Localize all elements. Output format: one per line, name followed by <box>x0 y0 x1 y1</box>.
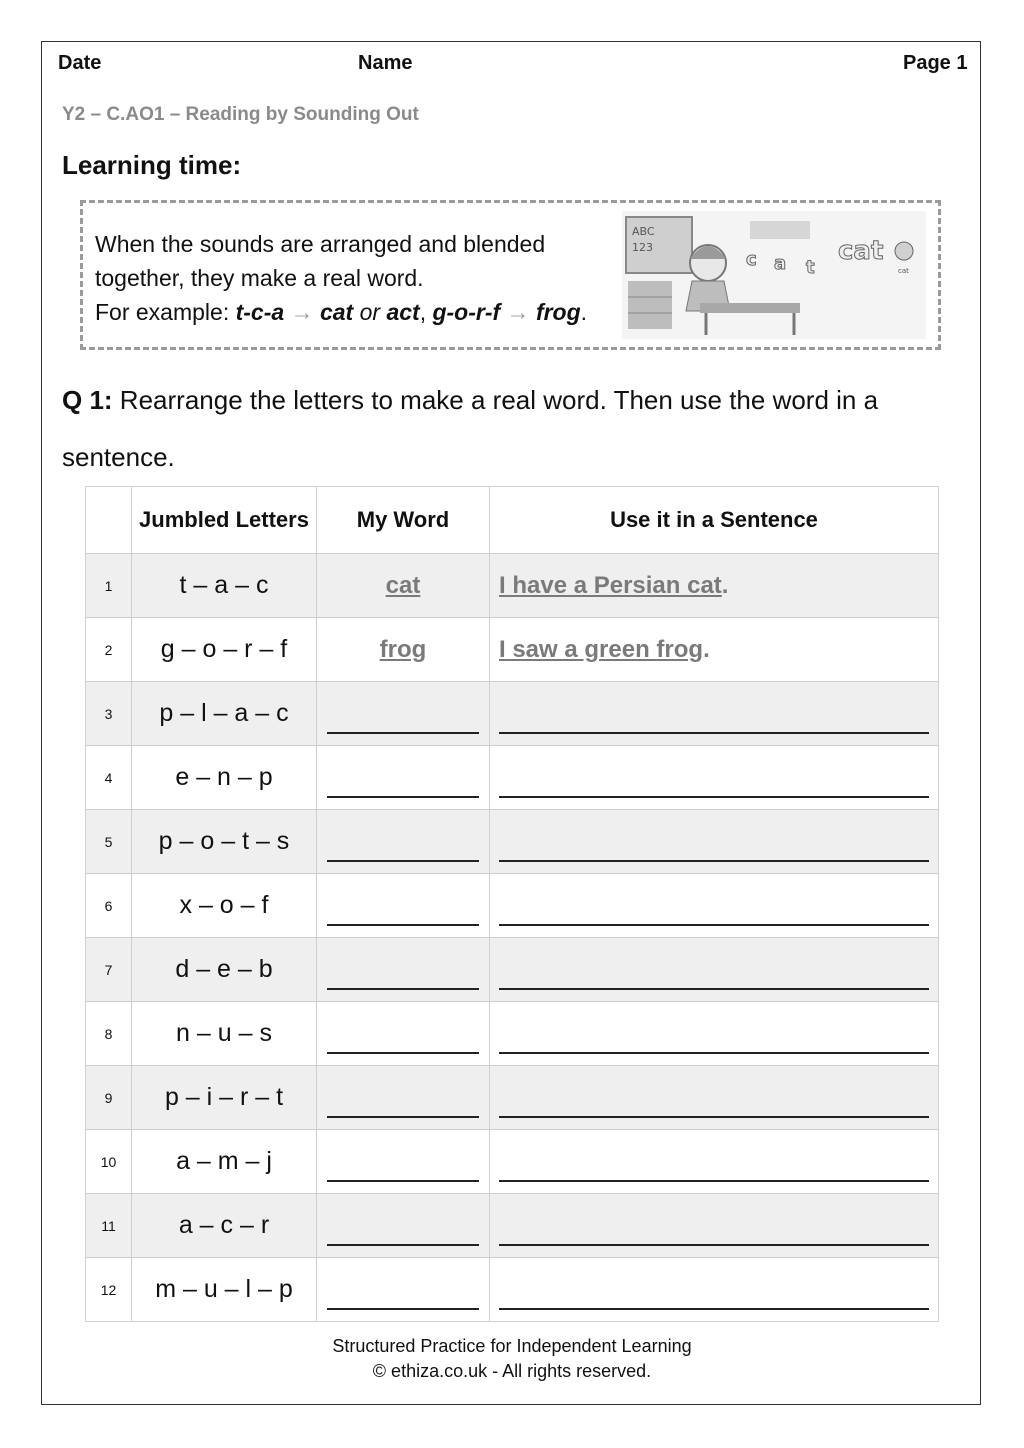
sentence-blank-line[interactable] <box>499 1206 929 1246</box>
table-row <box>86 746 939 810</box>
header-sentence: Use it in a Sentence <box>490 487 939 554</box>
word-blank-line[interactable] <box>327 1078 479 1118</box>
my-word-cell[interactable] <box>317 1258 490 1322</box>
sentence-blank-line[interactable] <box>499 822 929 862</box>
sentence-cell <box>490 554 939 618</box>
jumbled-letters: p – i – r – t <box>132 1066 317 1130</box>
worksheet-subtitle: Y2 – C.AO1 – Reading by Sounding Out <box>62 104 419 125</box>
word-blank-line[interactable] <box>327 886 479 926</box>
sentence-blank-line[interactable] <box>499 886 929 926</box>
word-blank-line[interactable] <box>327 1142 479 1182</box>
arrow-icon: → <box>290 299 314 325</box>
jumbled-letters: x – o – f <box>132 874 317 938</box>
letter-c: c <box>746 249 757 270</box>
table-row <box>86 1130 939 1194</box>
learning-example <box>95 295 635 329</box>
letter-t: t <box>806 257 815 278</box>
row-number: 11 <box>86 1194 132 1258</box>
jumbled-letters: a – m – j <box>132 1130 317 1194</box>
row-number: 8 <box>86 1002 132 1066</box>
my-word-cell[interactable] <box>317 810 490 874</box>
row-number: 2 <box>86 618 132 682</box>
learning-box <box>80 200 941 350</box>
example-1-word-2: act <box>386 299 420 325</box>
row-number: 5 <box>86 810 132 874</box>
sentence-cell[interactable] <box>490 746 939 810</box>
child-reading-illustration <box>622 211 926 339</box>
illustration-svg <box>622 211 926 339</box>
my-word-cell[interactable] <box>317 746 490 810</box>
desk-icon <box>700 303 800 313</box>
cat-caption: cat <box>898 267 909 275</box>
board-text-2: 123 <box>632 241 653 254</box>
my-word-cell <box>317 618 490 682</box>
answer-sentence: I have a Persian cat <box>499 572 722 599</box>
row-number: 7 <box>86 938 132 1002</box>
my-word-cell[interactable] <box>317 1130 490 1194</box>
sentence-period: . <box>721 572 729 599</box>
table-row <box>86 618 939 682</box>
name-label: Name <box>358 52 413 74</box>
jumbled-letters: n – u – s <box>132 1002 317 1066</box>
sentence-blank-line[interactable] <box>499 758 929 798</box>
learning-box-text <box>95 227 635 329</box>
example-prefix: For example: <box>95 299 236 325</box>
footer-copyright: © ethiza.co.uk - All rights reserved. <box>372 1361 652 1381</box>
wall-shelf-icon <box>750 221 810 239</box>
my-word-cell[interactable] <box>317 874 490 938</box>
sentence-cell[interactable] <box>490 938 939 1002</box>
answer-word: frog <box>379 636 427 663</box>
my-word-cell[interactable] <box>317 1002 490 1066</box>
header-my-word: My Word <box>317 487 490 554</box>
my-word-cell[interactable] <box>317 938 490 1002</box>
jumbled-letters: p – l – a – c <box>132 682 317 746</box>
table-row <box>86 874 939 938</box>
arrow-icon: → <box>506 299 530 325</box>
example-1-letters: t-c-a <box>235 299 285 325</box>
child-hair-icon <box>690 246 726 259</box>
sentence-cell[interactable] <box>490 1194 939 1258</box>
word-blank-line[interactable] <box>327 950 479 990</box>
word-blank-line[interactable] <box>327 758 479 798</box>
question-label: Q 1: <box>62 385 113 415</box>
jumbled-letters: p – o – t – s <box>132 810 317 874</box>
sentence-cell[interactable] <box>490 1130 939 1194</box>
table-row <box>86 1066 939 1130</box>
jumbled-letters: g – o – r – f <box>132 618 317 682</box>
sentence-period: . <box>703 636 710 663</box>
table-row <box>86 810 939 874</box>
sentence-blank-line[interactable] <box>499 1078 929 1118</box>
sentence-blank-line[interactable] <box>499 694 929 734</box>
example-2-word: frog <box>535 299 581 325</box>
question-1 <box>62 372 962 486</box>
sentence-cell <box>490 618 939 682</box>
board-text-1: ABC <box>632 225 655 238</box>
row-number: 1 <box>86 554 132 618</box>
word-blank-line[interactable] <box>327 1206 479 1246</box>
table-row <box>86 938 939 1002</box>
sentence-cell[interactable] <box>490 1066 939 1130</box>
row-number: 10 <box>86 1130 132 1194</box>
word-blank-line[interactable] <box>327 694 479 734</box>
table-row <box>86 682 939 746</box>
jumbled-letters: a – c – r <box>132 1194 317 1258</box>
jumbled-letters: m – u – l – p <box>132 1258 317 1322</box>
bookshelf-icon <box>628 281 672 329</box>
jumbled-letters: e – n – p <box>132 746 317 810</box>
word-blank-line[interactable] <box>327 822 479 862</box>
my-word-cell <box>317 554 490 618</box>
row-number: 12 <box>86 1258 132 1322</box>
letter-a: a <box>774 253 787 274</box>
jumbled-letters: d – e – b <box>132 938 317 1002</box>
example-or: or <box>353 299 387 325</box>
table-row <box>86 1194 939 1258</box>
header-jumbled-letters: Jumbled Letters <box>132 487 317 554</box>
sentence-cell[interactable] <box>490 682 939 746</box>
my-word-cell[interactable] <box>317 1194 490 1258</box>
table-row <box>86 554 939 618</box>
worksheet-table <box>85 486 939 1322</box>
my-word-cell[interactable] <box>317 682 490 746</box>
learning-line-1: When the sounds are arranged and blended <box>95 231 546 257</box>
learning-time-heading: Learning time: <box>62 150 242 180</box>
example-comma: , <box>419 299 433 325</box>
sentence-blank-line[interactable] <box>499 950 929 990</box>
date-label: Date <box>58 52 102 74</box>
word-blank-line[interactable] <box>327 1270 479 1310</box>
row-number: 4 <box>86 746 132 810</box>
sentence-blank-line[interactable] <box>499 1014 929 1054</box>
page-number: Page 1 <box>903 52 968 74</box>
sentence-blank-line[interactable] <box>499 1142 929 1182</box>
learning-line-2: together, they make a real word. <box>95 265 424 291</box>
example-2-letters: g-o-r-f <box>432 299 501 325</box>
row-number: 3 <box>86 682 132 746</box>
cat-icon <box>895 242 913 260</box>
table-row <box>86 1002 939 1066</box>
my-word-cell[interactable] <box>317 1066 490 1130</box>
table-row <box>86 1258 939 1322</box>
footer-line-1: Structured Practice for Independent Learning <box>332 1336 692 1356</box>
word-blank-line[interactable] <box>327 1014 479 1054</box>
sentence-cell[interactable] <box>490 874 939 938</box>
sentence-cell[interactable] <box>490 1002 939 1066</box>
jumbled-letters: t – a – c <box>132 554 317 618</box>
answer-word: cat <box>385 572 421 599</box>
sentence-cell[interactable] <box>490 810 939 874</box>
word-cat: cat <box>838 236 884 266</box>
row-number: 9 <box>86 1066 132 1130</box>
sentence-blank-line[interactable] <box>499 1270 929 1310</box>
header-number <box>86 487 132 554</box>
example-1-word-1: cat <box>319 299 354 325</box>
question-text: Rearrange the letters to make a real word. Then use the word in a sentence. <box>62 385 879 472</box>
table-header-row <box>86 487 939 554</box>
sentence-cell[interactable] <box>490 1258 939 1322</box>
example-period: . <box>580 299 588 325</box>
row-number: 6 <box>86 874 132 938</box>
answer-sentence: I saw a green frog <box>499 636 704 663</box>
